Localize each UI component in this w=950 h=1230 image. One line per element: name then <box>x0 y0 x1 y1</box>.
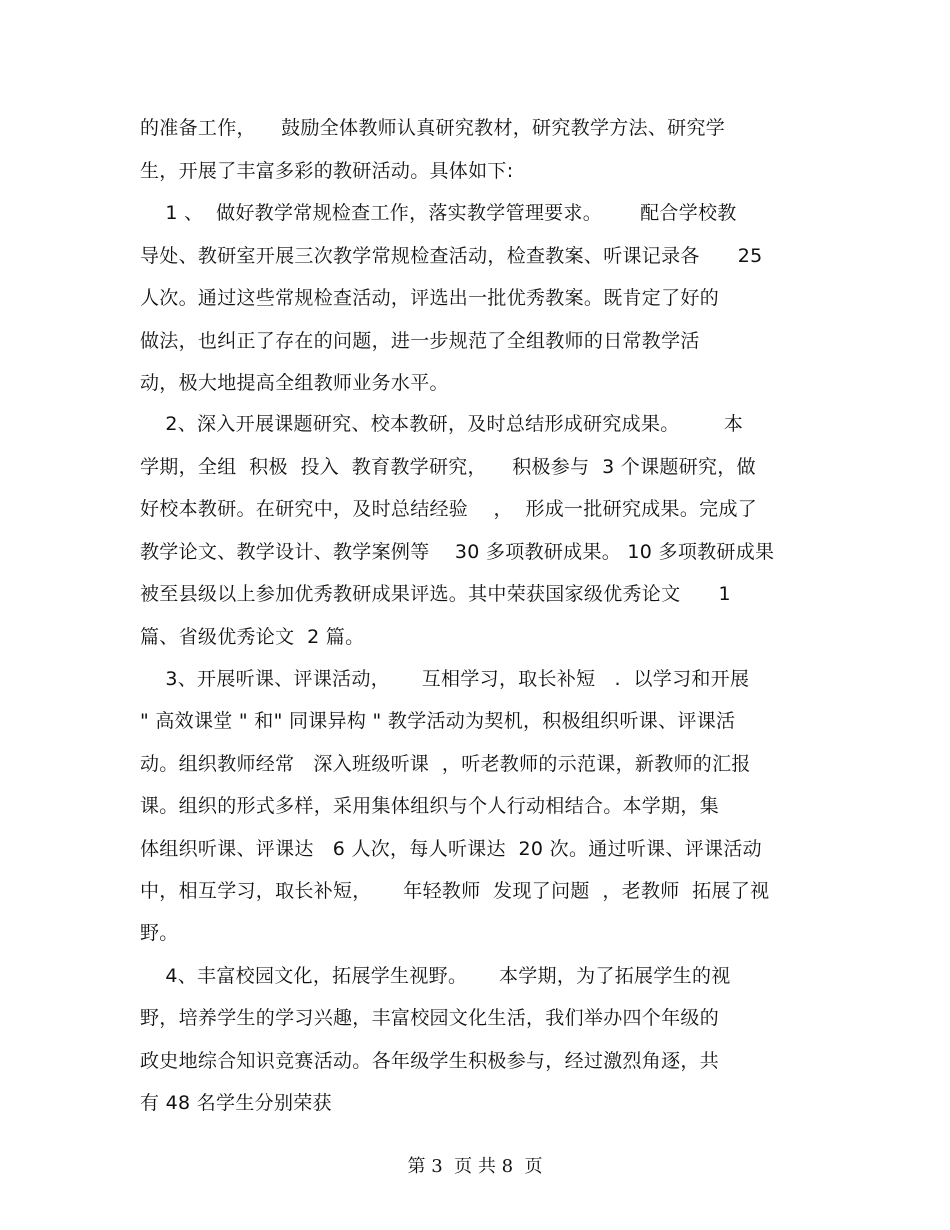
text-line: 导处、教研室开展三次教学常规检查活动，检查教案、听课记录各 25 <box>140 245 763 267</box>
text-line: 野。 <box>140 922 179 944</box>
text-line: 体组织听课、评课达 6 人次，每人听课达 20 次。通过听课、评课活动 <box>140 838 762 860</box>
text-line: 好校本教研。在研究中，及时总结经验 ， 形成一批研究成果。完成了 <box>140 498 758 520</box>
text-line: 的准备工作， 鼓励全体教师认真研究教材，研究教学方法、研究学 <box>140 117 726 139</box>
text-line: 课。组织的形式多样，采用集体组织与个人行动相结合。本学期，集 <box>140 795 720 817</box>
text-line: 1 、 做好教学常规检查工作，落实教学管理要求。 配合学校教 <box>140 202 737 224</box>
text-line: 野，培养学生的学习兴趣，丰富校园文化生活，我们举办四个年级的 <box>140 1007 720 1029</box>
text-line: 人次。通过这些常规检查活动，评选出一批优秀教案。既肯定了好的 <box>140 287 720 309</box>
text-line: 生，开展了丰富多彩的教研活动。具体如下: <box>140 160 514 182</box>
page-footer: 第 3 页 共 8 页 <box>407 1156 543 1177</box>
text-line: 中，相互学习，取长补短， 年轻教师 发现了问题 ，老教师 拓展了视 <box>140 880 770 902</box>
text-line: 动，极大地提高全组教师业务水平。 <box>140 372 449 394</box>
text-line: 2、深入开展课题研究、校本教研，及时总结形成研究成果。 本 <box>140 413 744 435</box>
text-line: 被至县级以上参加优秀教研成果评选。其中荣获国家级优秀论文 1 <box>140 583 731 605</box>
text-line: 篇、省级优秀论文 2 篇。 <box>140 626 365 648</box>
text-line: 有 48 名学生分别荣获 <box>140 1092 332 1114</box>
text-line: 政史地综合知识竞赛活动。各年级学生积极参与，经过激烈角逐，共 <box>140 1050 720 1072</box>
text-line: 3、开展听课、评课活动， 互相学习，取长补短 . 以学习和开展 <box>140 668 750 690</box>
text-line: " 高效课堂 " 和" 同课异构 " 教学活动为契机，积极组织听课、评课活 <box>140 710 736 732</box>
text-line: 教学论文、教学设计、教学案例等 30 多项教研成果。 10 多项教研成果 <box>140 541 775 563</box>
text-line: 做法，也纠正了存在的问题，进一步规范了全组教师的日常教学活 <box>140 330 700 352</box>
text-line: 4、丰富校园文化，拓展学生视野。 本学期，为了拓展学生的视 <box>140 965 731 987</box>
text-line: 动。组织教师经常 深入班级听课 ，听老教师的示范课，新教师的汇报 <box>140 753 751 775</box>
text-line: 学期，全组 积极 投入 教育教学研究， 积极参与 3 个课题研究，做 <box>140 456 756 478</box>
